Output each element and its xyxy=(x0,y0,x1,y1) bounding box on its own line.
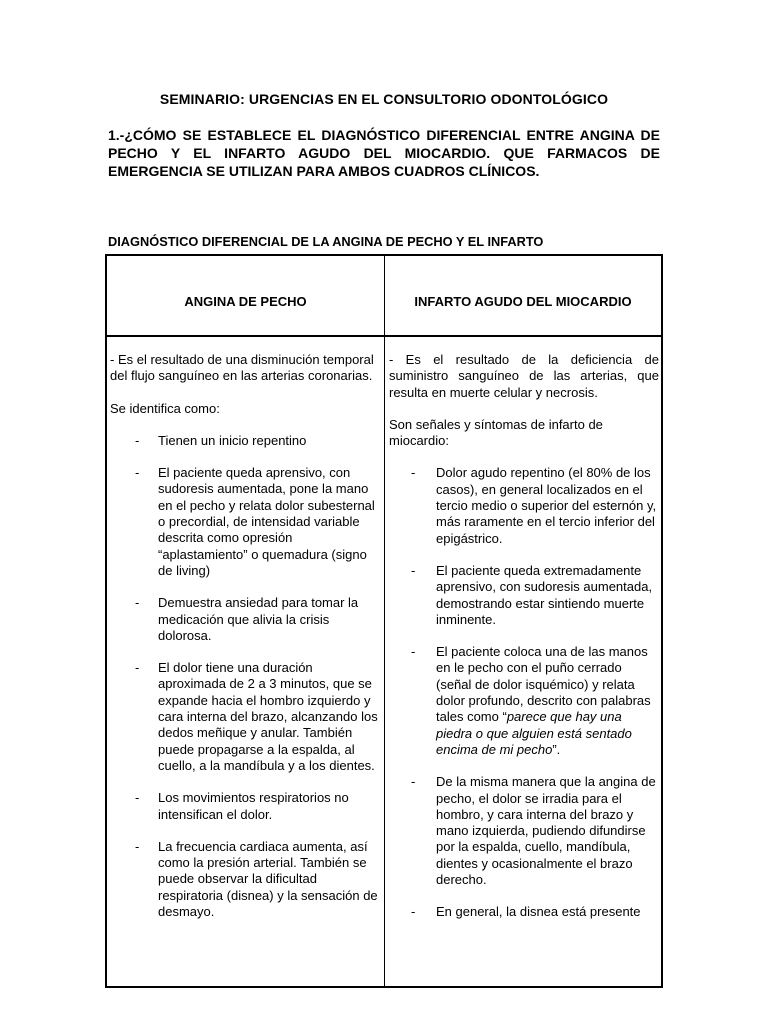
list-item: - El paciente coloca una de las manos en le pecho con el puño cerrado (señal de dolor isquémico) y relata dolor profundo, descrito con palabras tales como “parece que hay una piedra o que alguien está sentado encima de mi pecho”. xyxy=(411,644,651,757)
dash-bullet: - xyxy=(135,432,140,448)
angina-lead: Se identifica como: xyxy=(110,400,220,416)
column-divider xyxy=(384,256,385,986)
header-divider xyxy=(107,335,661,337)
list-item: - El dolor tiene una duración aproximada de 2 a 3 minutos, que se expande hacia el hombro izquierdo y cara interna del brazo, alcanzando los dedos meñique y anular. También puede propagarse a la espalda, al cuello, a la mandíbula y a los dientes. xyxy=(135,660,378,773)
angina-list xyxy=(110,433,378,920)
angina-cell xyxy=(110,352,378,936)
dash-bullet: - xyxy=(411,904,416,920)
list-item: - El paciente queda extremadamente aprensivo, con sudoresis aumentada, demostrando estar sintiendo muerte inminente. xyxy=(411,562,653,627)
infarto-cell xyxy=(389,352,659,937)
dash-bullet: - xyxy=(411,465,416,481)
table-caption: DIAGNÓSTICO DIFERENCIAL DE LA ANGINA DE PECHO Y EL INFARTO xyxy=(108,234,544,249)
infarto-lead: Son señales y síntomas de infarto de miocardio: xyxy=(389,416,603,449)
list-item: - Tienen un inicio repentino xyxy=(135,432,307,448)
angina-intro: - Es el resultado de una disminución temporal del flujo sanguíneo en las arterias coronarias. xyxy=(110,352,374,384)
dash-bullet: - xyxy=(411,562,416,578)
infarto-intro: - Es el resultado de la deficiencia de suministro sanguíneo de las arterias, que resulta en muerte celular y necrosis. xyxy=(389,352,659,400)
list-item: - De la misma manera que la angina de pecho, el dolor se irradia para el hombro, y cara interna del brazo y mano izquierda, pudiendo difundirse por la espalda, cuello, mandíbula, dientes y ocasionalmente el brazo derecho. xyxy=(411,774,656,888)
header-angina: ANGINA DE PECHO xyxy=(184,294,307,309)
differential-diagnosis-table xyxy=(105,254,663,988)
dash-bullet: - xyxy=(135,465,140,481)
dash-bullet: - xyxy=(135,660,140,676)
list-item: - Los movimientos respiratorios no intensifican el dolor. xyxy=(135,790,349,822)
infarto-list xyxy=(389,465,659,920)
italic-quote: parece que hay una piedra o que alguien está sentado encima de mi pecho xyxy=(436,709,632,757)
header-infarto: INFARTO AGUDO DEL MIOCARDIO xyxy=(414,294,632,309)
dash-bullet: - xyxy=(135,790,140,806)
dash-bullet: - xyxy=(411,774,416,790)
list-item: - Dolor agudo repentino (el 80% de los casos), en general localizados en el tercio medio o superior del esternón y, más raramente en el tercio inferior del epigástrico. xyxy=(411,465,657,546)
dash-bullet: - xyxy=(135,595,140,611)
dash-bullet: - xyxy=(411,644,416,660)
list-item: - La frecuencia cardiaca aumenta, así como la presión arterial. También se puede observar la dificultad respiratoria (disnea) y la sensación de desmayo. xyxy=(135,838,378,920)
question-heading: 1.-¿CÓMO SE ESTABLECE EL DIAGNÓSTICO DIFERENCIAL ENTRE ANGINA DE PECHO Y EL INFARTO AGUDO DEL MIOCARDIO. QUE FARMACOS DE EMERGENCIA SE UTILIZAN PARA AMBOS CUADROS CLÍNICOS. xyxy=(108,127,660,179)
list-item: - El paciente queda aprensivo, con sudoresis aumentada, pone la mano en el pecho y relata dolor subesternal o precordial, de intensidad variable descrita como opresión “aplastamiento” o quemadura (signo de living) xyxy=(135,465,375,578)
list-item: - En general, la disnea está presente xyxy=(411,904,641,920)
list-item: - Demuestra ansiedad para tomar la medicación que alivia la crisis dolorosa. xyxy=(135,595,359,643)
dash-bullet: - xyxy=(135,838,140,854)
document-title: SEMINARIO: URGENCIAS EN EL CONSULTORIO ODONTOLÓGICO xyxy=(159,91,609,107)
